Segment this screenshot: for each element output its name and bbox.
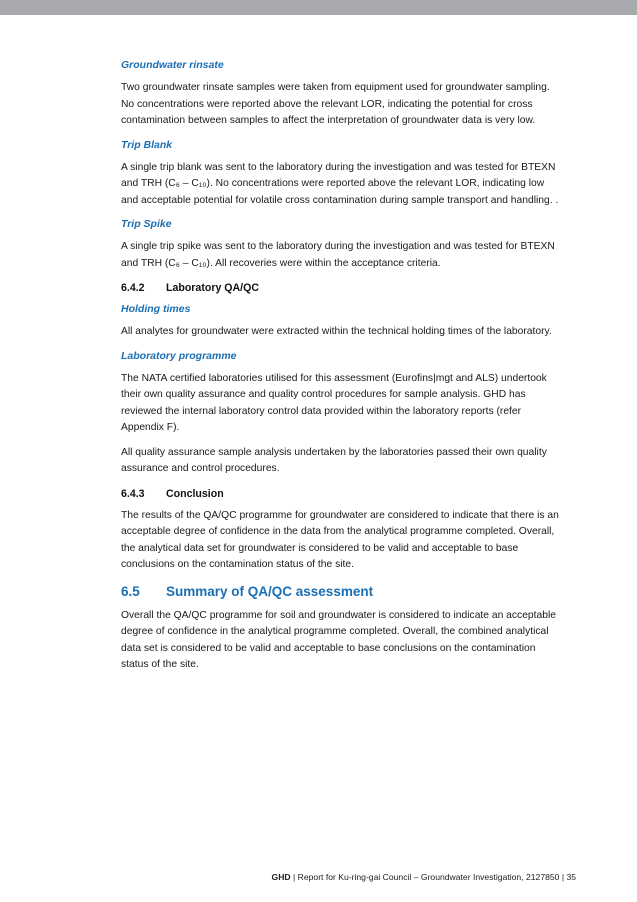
section-number: 6.4.2: [121, 282, 145, 294]
paragraph-summary: Overall the QA/QC programme for soil and groundwater is considered to indicate an acceptable degree of confidence in the analytical programme completed. Overall, the combined analytical data set is considered to be valid and acceptable to base conclusions on the contamination status of the site.: [121, 609, 556, 670]
section-number: 6.5: [121, 583, 140, 599]
paragraph-laboratory-programme-1: The NATA certified laboratories utilised for this assessment (Eurofins|mgt and ALS) undertook their own quality assurance and quality control procedures for sample analysis. GHD has reviewed the internal laboratory control data provided within the laboratory reports (refer Appendix F).: [121, 372, 547, 433]
heading-laboratory-programme: Laboratory programme: [121, 349, 237, 362]
footer-text: | Report for Ku-ring-gai Council – Groundwater Investigation, 2127850 | 35: [290, 872, 576, 882]
section-heading-summary-qaqc: [121, 582, 583, 602]
heading-trip-spike: Trip Spike: [121, 218, 172, 230]
document-body: [121, 58, 583, 682]
top-banner: [0, 0, 637, 15]
heading-groundwater-rinsate: Groundwater rinsate: [121, 59, 224, 71]
footer-brand: GHD: [271, 872, 291, 882]
paragraph-laboratory-programme-2: All quality assurance sample analysis undertaken by the laboratories passed their own quality assurance and control procedures.: [121, 446, 547, 474]
page-footer: [272, 872, 576, 882]
paragraph-holding-times: All analytes for groundwater were extracted within the technical holding times of the laboratory.: [121, 326, 552, 337]
section-title: Conclusion: [166, 487, 224, 500]
paragraph-rinsate: Two groundwater rinsate samples were taken from equipment used for groundwater sampling. No concentrations were reported above the relevant LOR, indicating the potential for cross contamination between samples to affect the interpretation of groundwater data is very low.: [121, 82, 550, 126]
section-heading-conclusion: [121, 486, 583, 502]
heading-holding-times: Holding times: [121, 303, 191, 315]
section-title: Laboratory QA/QC: [166, 282, 260, 294]
paragraph-conclusion: The results of the QA/QC programme for groundwater are considered to indicate that there is an acceptable degree of confidence in the data from the analytical programme completed. Overall, the analytical data set for groundwater is considered to be valid and acceptable to base conclusions on the contamination status of the site.: [121, 509, 559, 570]
paragraph-trip-spike: A single trip spike was sent to the laboratory during the investigation and was tested for BTEXN and TRH (C₆ – C₁₀). All recoveries were within the acceptance criteria.: [121, 241, 555, 269]
section-number: 6.4.3: [121, 487, 145, 500]
section-heading-laboratory-qaqc: [121, 280, 583, 296]
paragraph-trip-blank: A single trip blank was sent to the laboratory during the investigation and was tested for BTEXN and TRH (C₆ – C₁₀). No concentrations were reported above the relevant LOR, indicating low and acceptable potential for volatile cross contamination during sample transport and handling. .: [121, 161, 559, 206]
heading-trip-blank: Trip Blank: [121, 138, 173, 151]
section-title: Summary of QA/QC assessment: [166, 583, 374, 599]
